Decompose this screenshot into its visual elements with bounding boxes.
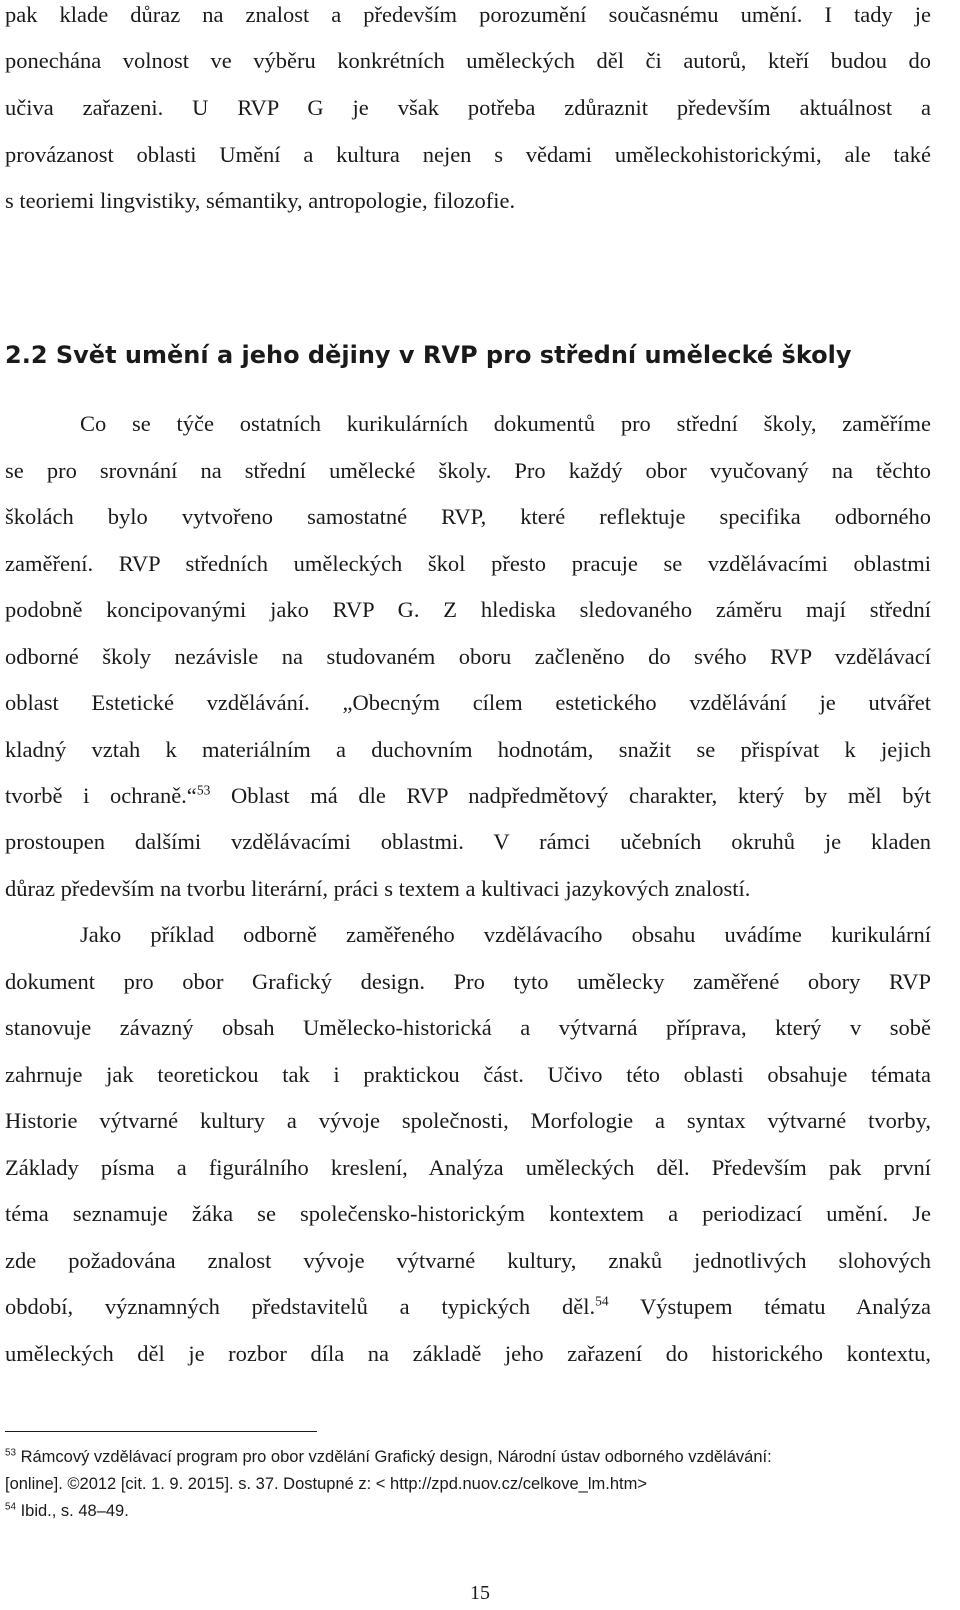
footnote-number: 53 (5, 1447, 16, 1459)
footnote-separator (5, 1431, 317, 1432)
text-line: provázanost oblasti Umění a kultura nejen s vědami uměleckohistorickými, ale také (5, 142, 931, 167)
text-line: Základy písma a figurálního kreslení, Analýza uměleckých děl. Především pak první (5, 1155, 931, 1180)
text-line: zaměření. RVP středních uměleckých škol přesto pracuje se vzdělávacími oblastmi (5, 551, 931, 576)
footnote-text: Rámcový vzdělávací program pro obor vzdělání Grafický design, Národní ústav odborného vzdělávání: (15, 1448, 772, 1466)
text-line: pak klade důraz na znalost a především porozumění současnému umění. I tady je (5, 2, 931, 27)
text-line-with-footnote (5, 782, 932, 808)
text-segment: tvorbě i ochraně.“ (5, 783, 197, 808)
text-line: téma seznamuje žáka se společensko-historickým kontextem a periodizací umění. Je (5, 1201, 931, 1226)
text-line: dokument pro obor Grafický design. Pro tyto umělecky zaměřené obory RVP (5, 969, 931, 994)
text-line: s teoriemi lingvistiky, sémantiky, antropologie, filozofie. (5, 188, 516, 213)
footnote-number: 54 (5, 1501, 16, 1513)
footnote-53-continued: [online]. ©2012 [cit. 1. 9. 2015]. s. 37. Dostupné z: < http://zpd.nuov.cz/celkove_lm.htm> (5, 1475, 647, 1493)
text-line: oblast Estetické vzdělávání. „Obecným cílem estetického vzdělávání je utvářet (5, 690, 931, 715)
text-line: se pro srovnání na střední umělecké školy. Pro každý obor vyučovaný na těchto (5, 458, 931, 483)
footnote-text: Ibid., s. 48–49. (15, 1502, 129, 1520)
page-number: 15 (470, 1582, 490, 1604)
text-segment: období, významných představitelů a typických děl. (5, 1294, 596, 1319)
section-heading: 2.2 Svět umění a jeho dějiny v RVP pro střední umělecké školy (5, 341, 852, 369)
text-segment: Výstupem tématu Analýza (608, 1294, 931, 1319)
text-line: odborné školy nezávisle na studovaném oboru začleněno do svého RVP vzdělávací (5, 644, 931, 669)
text-line: uměleckých děl je rozbor díla na základě jeho zařazení do historického kontextu, (5, 1341, 931, 1366)
text-line: Co se týče ostatních kurikulárních dokumentů pro střední školy, zaměříme (80, 411, 931, 436)
text-line: Jako příklad odborně zaměřeného vzdělávacího obsahu uvádíme kurikulární (80, 922, 931, 947)
text-line: ponechána volnost ve výběru konkrétních uměleckých děl či autorů, kteří budou do (5, 48, 931, 73)
text-line: stanovuje závazný obsah Umělecko-historická a výtvarná příprava, který v sobě (5, 1015, 931, 1040)
text-segment: Oblast má dle RVP nadpředmětový charakter, který by měl být (210, 783, 932, 808)
text-line: podobně koncipovanými jako RVP G. Z hlediska sledovaného záměru mají střední (5, 597, 931, 622)
footnote-ref: 54 (595, 1293, 609, 1309)
text-line: Historie výtvarné kultury a vývoje společnosti, Morfologie a syntax výtvarné tvorby, (5, 1108, 931, 1133)
footnote-54 (5, 1503, 931, 1520)
text-line: zahrnuje jak teoretickou tak i praktickou část. Učivo této oblasti obsahuje témata (5, 1062, 931, 1087)
text-line: učiva zařazeni. U RVP G je však potřeba zdůraznit především aktuálnost a (5, 95, 931, 120)
footnote-53 (5, 1449, 931, 1466)
text-line: zde požadována znalost vývoje výtvarné kultury, znaků jednotlivých slohových (5, 1248, 931, 1273)
footnote-ref: 53 (196, 782, 211, 798)
text-line: školách bylo vytvořeno samostatné RVP, které reflektuje specifika odborného (5, 504, 931, 529)
text-line: kladný vztah k materiálním a duchovním hodnotám, snažit se přispívat k jejich (5, 737, 931, 762)
text-line: důraz především na tvorbu literární, práci s textem a kultivaci jazykových znalostí. (5, 876, 751, 901)
text-line: prostoupen dalšími vzdělávacími oblastmi. V rámci učebních okruhů je kladen (5, 829, 931, 854)
text-line-with-footnote (5, 1293, 931, 1319)
